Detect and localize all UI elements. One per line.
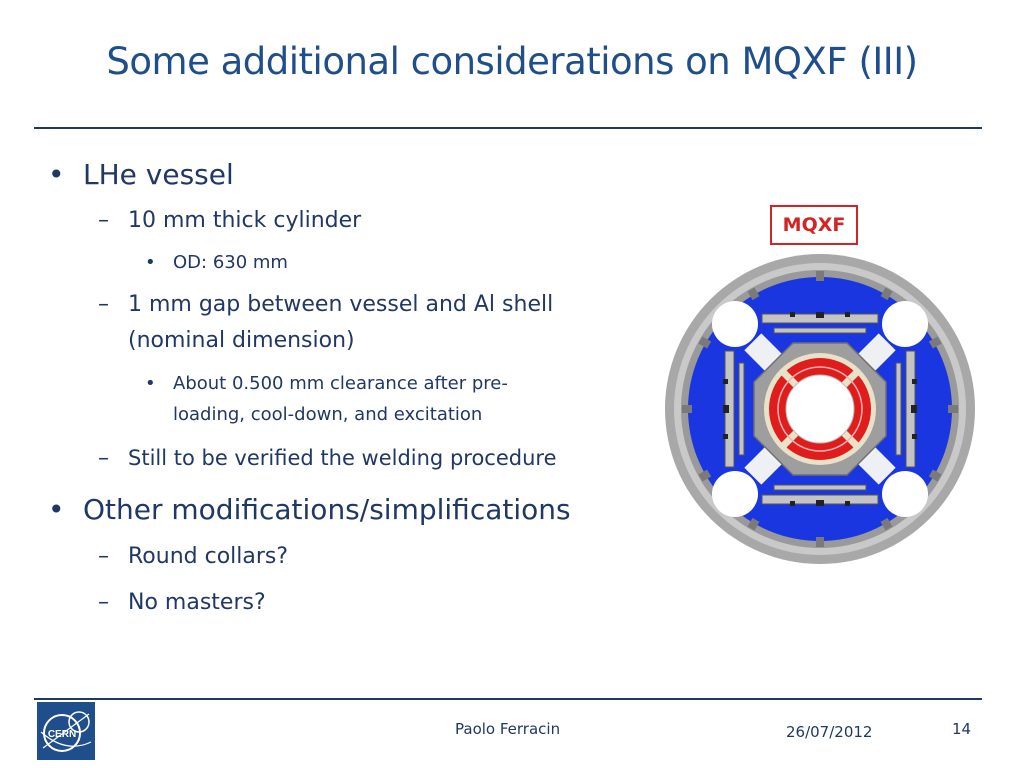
bullet-no-masters: No masters? bbox=[128, 590, 266, 615]
bullet-clearance-line1: About 0.500 mm clearance after pre- bbox=[173, 373, 508, 394]
dash-marker: – bbox=[98, 292, 109, 317]
bullet-marker: • bbox=[145, 252, 156, 273]
dash-marker: – bbox=[98, 544, 109, 569]
bullet-marker: • bbox=[145, 373, 156, 394]
footer-date: 26/07/2012 bbox=[786, 723, 873, 741]
cern-logo bbox=[37, 702, 95, 760]
beam-pipe-aperture bbox=[786, 375, 854, 443]
bullet-marker: • bbox=[48, 158, 65, 191]
title-rule bbox=[34, 127, 982, 129]
bullet-marker: • bbox=[48, 493, 65, 526]
bullet-od: OD: 630 mm bbox=[173, 252, 288, 273]
dash-marker: – bbox=[98, 446, 109, 471]
bullet-gap-line2: (nominal dimension) bbox=[128, 328, 355, 353]
cern-logo-text: CERN bbox=[47, 729, 77, 740]
mqxf-cross-section-diagram bbox=[664, 253, 976, 565]
bullet-other-modifications: Other modifications/simplifications bbox=[83, 493, 571, 526]
bullet-round-collars: Round collars? bbox=[128, 544, 289, 569]
footer-author: Paolo Ferracin bbox=[455, 720, 561, 738]
mqxf-label: MQXF bbox=[770, 205, 858, 245]
bullet-welding: Still to be verified the welding procedure bbox=[128, 446, 557, 470]
bullet-gap-line1: 1 mm gap between vessel and Al shell bbox=[128, 292, 554, 317]
footer-rule bbox=[34, 698, 982, 700]
bullet-thick-cylinder: 10 mm thick cylinder bbox=[128, 208, 362, 233]
bullet-clearance-line2: loading, cool-down, and excitation bbox=[173, 404, 483, 425]
dash-marker: – bbox=[98, 590, 109, 615]
page-number: 14 bbox=[952, 720, 972, 738]
page-title: Some additional considerations on MQXF (III) bbox=[106, 40, 918, 83]
bullet-lhe-vessel: LHe vessel bbox=[83, 158, 234, 191]
dash-marker: – bbox=[98, 208, 109, 233]
